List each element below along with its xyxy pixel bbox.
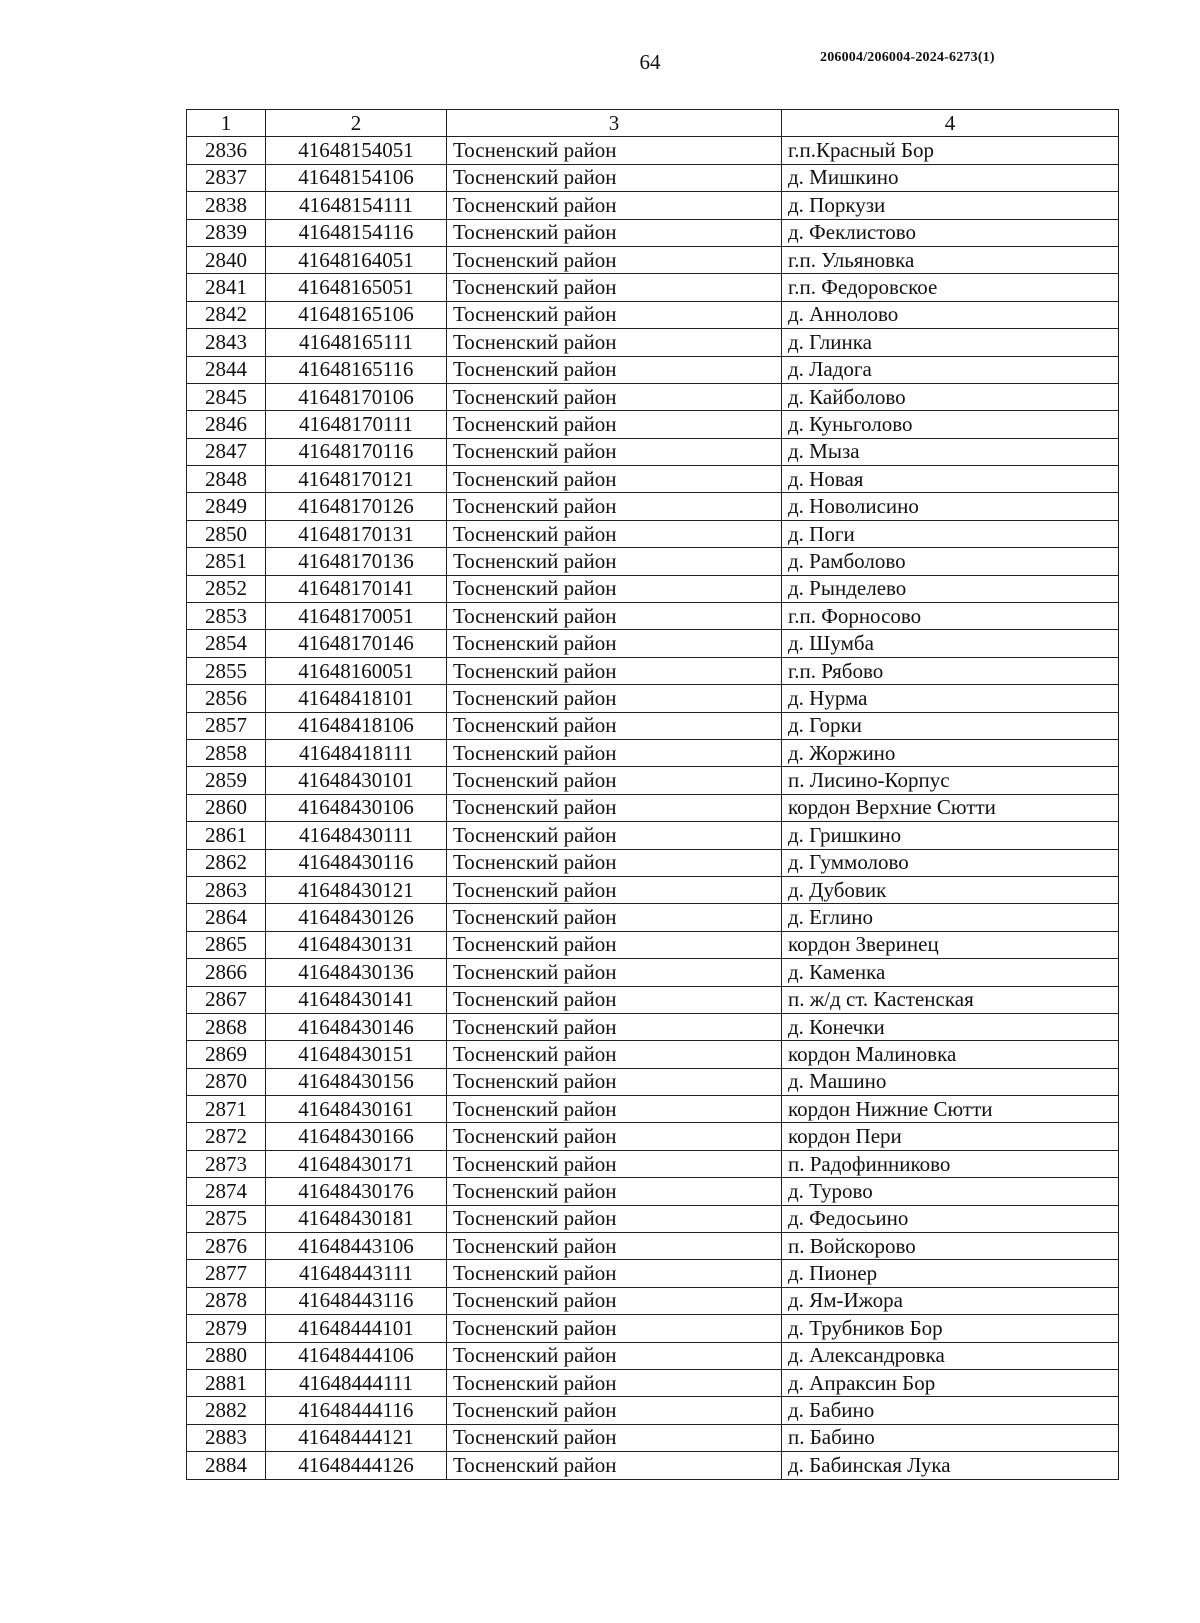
table-row	[187, 137, 1119, 164]
row-number-cell: 2849	[187, 493, 266, 520]
code-cell: 41648418106	[266, 712, 447, 739]
table-row	[187, 1041, 1119, 1068]
district-cell: Тосненский район	[447, 931, 782, 958]
code-cell: 41648444111	[266, 1369, 447, 1396]
district-cell: Тосненский район	[447, 712, 782, 739]
row-number-cell: 2864	[187, 904, 266, 931]
settlement-cell: кордон Нижние Сютти	[782, 1096, 1119, 1123]
settlement-cell: д. Пионер	[782, 1260, 1119, 1287]
row-number-cell: 2857	[187, 712, 266, 739]
settlement-cell: д. Конечки	[782, 1013, 1119, 1040]
district-cell: Тосненский район	[447, 904, 782, 931]
table-row	[187, 1342, 1119, 1369]
settlement-cell: кордон Малиновка	[782, 1041, 1119, 1068]
table-row	[187, 246, 1119, 273]
row-number-cell: 2867	[187, 986, 266, 1013]
table-row	[187, 192, 1119, 219]
district-cell: Тосненский район	[447, 192, 782, 219]
district-cell: Тосненский район	[447, 822, 782, 849]
row-number-cell: 2874	[187, 1178, 266, 1205]
district-cell: Тосненский район	[447, 1150, 782, 1177]
settlement-cell: д. Дубовик	[782, 876, 1119, 903]
table-row	[187, 904, 1119, 931]
table-row	[187, 931, 1119, 958]
settlement-cell: п. ж/д ст. Кастенская	[782, 986, 1119, 1013]
code-cell: 41648165116	[266, 356, 447, 383]
table-row	[187, 630, 1119, 657]
code-cell: 41648444101	[266, 1315, 447, 1342]
row-number-cell: 2875	[187, 1205, 266, 1232]
district-cell: Тосненский район	[447, 548, 782, 575]
settlement-cell: п. Войскорово	[782, 1233, 1119, 1260]
column-header-1: 1	[187, 110, 266, 137]
document-reference: 206004/206004-2024-6273(1)	[820, 50, 995, 65]
district-cell: Тосненский район	[447, 1041, 782, 1068]
district-cell: Тосненский район	[447, 603, 782, 630]
district-cell: Тосненский район	[447, 246, 782, 273]
row-number-cell: 2870	[187, 1068, 266, 1095]
code-cell: 41648430136	[266, 959, 447, 986]
row-number-cell: 2861	[187, 822, 266, 849]
code-cell: 41648154106	[266, 164, 447, 191]
code-cell: 41648430101	[266, 767, 447, 794]
code-cell: 41648443111	[266, 1260, 447, 1287]
code-cell: 41648165106	[266, 301, 447, 328]
row-number-cell: 2855	[187, 657, 266, 684]
district-cell: Тосненский район	[447, 1068, 782, 1095]
code-cell: 41648430121	[266, 876, 447, 903]
row-number-cell: 2837	[187, 164, 266, 191]
code-cell: 41648170116	[266, 438, 447, 465]
district-cell: Тосненский район	[447, 493, 782, 520]
settlement-cell: д. Каменка	[782, 959, 1119, 986]
settlement-cell: д. Трубников Бор	[782, 1315, 1119, 1342]
row-number-cell: 2865	[187, 931, 266, 958]
settlement-cell: д. Новая	[782, 466, 1119, 493]
table-row	[187, 1233, 1119, 1260]
district-cell: Тосненский район	[447, 1424, 782, 1451]
row-number-cell: 2848	[187, 466, 266, 493]
table-row	[187, 712, 1119, 739]
row-number-cell: 2853	[187, 603, 266, 630]
row-number-cell: 2871	[187, 1096, 266, 1123]
row-number-cell: 2845	[187, 383, 266, 410]
column-header-2: 2	[266, 110, 447, 137]
row-number-cell: 2876	[187, 1233, 266, 1260]
district-cell: Тосненский район	[447, 1260, 782, 1287]
table-row	[187, 329, 1119, 356]
table-row	[187, 1424, 1119, 1451]
settlement-cell: д. Рынделево	[782, 575, 1119, 602]
code-cell: 41648444106	[266, 1342, 447, 1369]
code-cell: 41648430131	[266, 931, 447, 958]
code-cell: 41648165051	[266, 274, 447, 301]
row-number-cell: 2840	[187, 246, 266, 273]
settlement-cell: д. Гуммолово	[782, 849, 1119, 876]
code-cell: 41648170121	[266, 466, 447, 493]
table-row	[187, 822, 1119, 849]
table-body	[187, 137, 1119, 1479]
code-cell: 41648443106	[266, 1233, 447, 1260]
row-number-cell: 2862	[187, 849, 266, 876]
row-number-cell: 2866	[187, 959, 266, 986]
table-row	[187, 1452, 1119, 1479]
row-number-cell: 2860	[187, 794, 266, 821]
code-cell: 41648170111	[266, 411, 447, 438]
district-cell: Тосненский район	[447, 685, 782, 712]
settlement-cell: д. Феклистово	[782, 219, 1119, 246]
table-row	[187, 493, 1119, 520]
table-row	[187, 657, 1119, 684]
row-number-cell: 2851	[187, 548, 266, 575]
code-cell: 41648170106	[266, 383, 447, 410]
settlement-cell: п. Лисино-Корпус	[782, 767, 1119, 794]
settlement-cell: кордон Зверинец	[782, 931, 1119, 958]
table-row	[187, 1260, 1119, 1287]
code-cell: 41648444121	[266, 1424, 447, 1451]
code-cell: 41648444116	[266, 1397, 447, 1424]
row-number-cell: 2873	[187, 1150, 266, 1177]
district-cell: Тосненский район	[447, 356, 782, 383]
row-number-cell: 2842	[187, 301, 266, 328]
row-number-cell: 2858	[187, 739, 266, 766]
row-number-cell: 2863	[187, 876, 266, 903]
district-cell: Тосненский район	[447, 657, 782, 684]
district-cell: Тосненский район	[447, 383, 782, 410]
district-cell: Тосненский район	[447, 767, 782, 794]
table-row	[187, 1096, 1119, 1123]
row-number-cell: 2850	[187, 520, 266, 547]
table-row	[187, 739, 1119, 766]
code-cell: 41648430171	[266, 1150, 447, 1177]
row-number-cell: 2846	[187, 411, 266, 438]
district-cell: Тосненский район	[447, 739, 782, 766]
table-row	[187, 685, 1119, 712]
district-cell: Тосненский район	[447, 794, 782, 821]
settlement-cell: д. Шумба	[782, 630, 1119, 657]
code-cell: 41648170126	[266, 493, 447, 520]
district-cell: Тосненский район	[447, 1205, 782, 1232]
code-cell: 41648170051	[266, 603, 447, 630]
table-row	[187, 356, 1119, 383]
settlement-cell: кордон Пери	[782, 1123, 1119, 1150]
table-row	[187, 219, 1119, 246]
settlement-cell: кордон Верхние Сютти	[782, 794, 1119, 821]
table-row	[187, 438, 1119, 465]
district-cell: Тосненский район	[447, 1013, 782, 1040]
table-row	[187, 520, 1119, 547]
settlement-cell: д. Рамболово	[782, 548, 1119, 575]
settlements-table	[186, 109, 1119, 1480]
district-cell: Тосненский район	[447, 1287, 782, 1314]
settlement-cell: п. Бабино	[782, 1424, 1119, 1451]
row-number-cell: 2868	[187, 1013, 266, 1040]
district-cell: Тосненский район	[447, 411, 782, 438]
column-header-4: 4	[782, 110, 1119, 137]
code-cell: 41648430146	[266, 1013, 447, 1040]
row-number-cell: 2843	[187, 329, 266, 356]
row-number-cell: 2880	[187, 1342, 266, 1369]
settlement-cell: д. Апраксин Бор	[782, 1369, 1119, 1396]
code-cell: 41648170136	[266, 548, 447, 575]
code-cell: 41648430166	[266, 1123, 447, 1150]
table-row	[187, 548, 1119, 575]
table-row	[187, 876, 1119, 903]
table-header-row	[187, 110, 1119, 137]
row-number-cell: 2836	[187, 137, 266, 164]
table-row	[187, 767, 1119, 794]
row-number-cell: 2878	[187, 1287, 266, 1314]
district-cell: Тосненский район	[447, 274, 782, 301]
district-cell: Тосненский район	[447, 520, 782, 547]
code-cell: 41648170146	[266, 630, 447, 657]
table-row	[187, 1013, 1119, 1040]
settlement-cell: д. Кайболово	[782, 383, 1119, 410]
settlement-cell: д. Мыза	[782, 438, 1119, 465]
settlement-cell: д. Турово	[782, 1178, 1119, 1205]
code-cell: 41648430116	[266, 849, 447, 876]
settlement-cell: д. Глинка	[782, 329, 1119, 356]
settlement-cell: д. Бабино	[782, 1397, 1119, 1424]
settlement-cell: д. Поги	[782, 520, 1119, 547]
district-cell: Тосненский район	[447, 959, 782, 986]
row-number-cell: 2856	[187, 685, 266, 712]
table-row	[187, 383, 1119, 410]
settlement-cell: д. Еглино	[782, 904, 1119, 931]
code-cell: 41648165111	[266, 329, 447, 356]
table-row	[187, 411, 1119, 438]
code-cell: 41648170131	[266, 520, 447, 547]
district-cell: Тосненский район	[447, 164, 782, 191]
code-cell: 41648444126	[266, 1452, 447, 1479]
settlement-cell: д. Нурма	[782, 685, 1119, 712]
row-number-cell: 2877	[187, 1260, 266, 1287]
code-cell: 41648430181	[266, 1205, 447, 1232]
table-row	[187, 466, 1119, 493]
page-number: 64	[639, 50, 661, 74]
settlement-cell: д. Мишкино	[782, 164, 1119, 191]
settlement-cell: д. Александровка	[782, 1342, 1119, 1369]
district-cell: Тосненский район	[447, 219, 782, 246]
row-number-cell: 2852	[187, 575, 266, 602]
district-cell: Тосненский район	[447, 1123, 782, 1150]
settlement-cell: д. Ям-Ижора	[782, 1287, 1119, 1314]
table-row	[187, 1123, 1119, 1150]
settlement-cell: г.п.Красный Бор	[782, 137, 1119, 164]
district-cell: Тосненский район	[447, 986, 782, 1013]
settlement-cell: д. Ладога	[782, 356, 1119, 383]
table-row	[187, 164, 1119, 191]
code-cell: 41648430141	[266, 986, 447, 1013]
settlement-cell: д. Жоржино	[782, 739, 1119, 766]
district-cell: Тосненский район	[447, 1342, 782, 1369]
table-row	[187, 959, 1119, 986]
district-cell: Тосненский район	[447, 876, 782, 903]
code-cell: 41648430126	[266, 904, 447, 931]
table-row	[187, 1150, 1119, 1177]
code-cell: 41648430156	[266, 1068, 447, 1095]
row-number-cell: 2839	[187, 219, 266, 246]
code-cell: 41648430161	[266, 1096, 447, 1123]
table-row	[187, 849, 1119, 876]
code-cell: 41648430176	[266, 1178, 447, 1205]
settlement-cell: д. Аннолово	[782, 301, 1119, 328]
settlement-cell: г.п. Форносово	[782, 603, 1119, 630]
code-cell: 41648418101	[266, 685, 447, 712]
table-row	[187, 1205, 1119, 1232]
row-number-cell: 2841	[187, 274, 266, 301]
table-row	[187, 1315, 1119, 1342]
table-row	[187, 986, 1119, 1013]
settlement-cell: д. Поркузи	[782, 192, 1119, 219]
district-cell: Тосненский район	[447, 1452, 782, 1479]
district-cell: Тосненский район	[447, 1397, 782, 1424]
table-row	[187, 1287, 1119, 1314]
row-number-cell: 2872	[187, 1123, 266, 1150]
district-cell: Тосненский район	[447, 630, 782, 657]
row-number-cell: 2847	[187, 438, 266, 465]
code-cell: 41648154111	[266, 192, 447, 219]
table-row	[187, 1369, 1119, 1396]
district-cell: Тосненский район	[447, 849, 782, 876]
table-row	[187, 274, 1119, 301]
code-cell: 41648154116	[266, 219, 447, 246]
table-row	[187, 794, 1119, 821]
table-row	[187, 1068, 1119, 1095]
row-number-cell: 2838	[187, 192, 266, 219]
table-row	[187, 603, 1119, 630]
column-header-3: 3	[447, 110, 782, 137]
district-cell: Тосненский район	[447, 466, 782, 493]
settlement-cell: д. Горки	[782, 712, 1119, 739]
code-cell: 41648160051	[266, 657, 447, 684]
code-cell: 41648430151	[266, 1041, 447, 1068]
settlement-cell: д. Гришкино	[782, 822, 1119, 849]
table-row	[187, 301, 1119, 328]
code-cell: 41648430106	[266, 794, 447, 821]
code-cell: 41648170141	[266, 575, 447, 602]
settlement-cell: д. Бабинская Лука	[782, 1452, 1119, 1479]
code-cell: 41648418111	[266, 739, 447, 766]
table-row	[187, 1178, 1119, 1205]
row-number-cell: 2884	[187, 1452, 266, 1479]
settlement-cell: д. Новолисино	[782, 493, 1119, 520]
district-cell: Тосненский район	[447, 329, 782, 356]
row-number-cell: 2869	[187, 1041, 266, 1068]
settlement-cell: д. Машино	[782, 1068, 1119, 1095]
settlement-cell: г.п. Ульяновка	[782, 246, 1119, 273]
row-number-cell: 2844	[187, 356, 266, 383]
district-cell: Тосненский район	[447, 137, 782, 164]
settlement-cell: г.п. Рябово	[782, 657, 1119, 684]
district-cell: Тосненский район	[447, 438, 782, 465]
district-cell: Тосненский район	[447, 1178, 782, 1205]
code-cell: 41648443116	[266, 1287, 447, 1314]
row-number-cell: 2879	[187, 1315, 266, 1342]
settlement-cell: д. Федосьино	[782, 1205, 1119, 1232]
code-cell: 41648154051	[266, 137, 447, 164]
table-row	[187, 1397, 1119, 1424]
district-cell: Тосненский район	[447, 1096, 782, 1123]
settlement-cell: п. Радофинниково	[782, 1150, 1119, 1177]
row-number-cell: 2881	[187, 1369, 266, 1396]
row-number-cell: 2883	[187, 1424, 266, 1451]
table-row	[187, 575, 1119, 602]
district-cell: Тосненский район	[447, 1369, 782, 1396]
district-cell: Тосненский район	[447, 1315, 782, 1342]
row-number-cell: 2854	[187, 630, 266, 657]
settlement-cell: д. Куньголово	[782, 411, 1119, 438]
row-number-cell: 2859	[187, 767, 266, 794]
code-cell: 41648164051	[266, 246, 447, 273]
code-cell: 41648430111	[266, 822, 447, 849]
row-number-cell: 2882	[187, 1397, 266, 1424]
district-cell: Тосненский район	[447, 301, 782, 328]
district-cell: Тосненский район	[447, 1233, 782, 1260]
district-cell: Тосненский район	[447, 575, 782, 602]
settlement-cell: г.п. Федоровское	[782, 274, 1119, 301]
